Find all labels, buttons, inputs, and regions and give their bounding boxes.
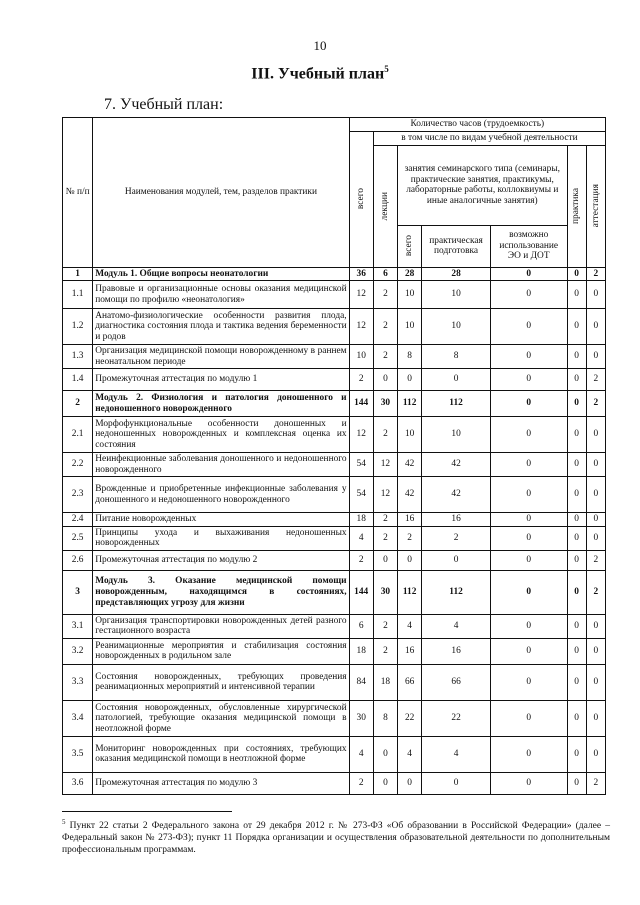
table-row [63, 281, 606, 309]
table-row [63, 369, 606, 391]
cell-prac: 42 [422, 453, 491, 477]
cell-total: 18 [349, 513, 373, 527]
cell-prac: 42 [422, 477, 491, 513]
cell-name: Неинфекционные заболевания доношенного и недоношенного новорожденного [93, 453, 349, 477]
cell-name: Реанимационные мероприятия и стабилизация состояния новорожденных в родильном зале [93, 638, 349, 664]
cell-prac: 10 [422, 417, 491, 453]
footnote [62, 818, 610, 857]
cell-att: 0 [586, 526, 605, 550]
cell-lec: 2 [373, 526, 397, 550]
cell-name: Питание новорожденных [93, 513, 349, 527]
cell-eo: 0 [490, 281, 567, 309]
header-seminar-total-text: всего [404, 235, 415, 257]
cell-sem: 0 [398, 772, 422, 794]
cell-no: 2.3 [63, 477, 93, 513]
cell-sem: 112 [398, 570, 422, 614]
table-row [63, 700, 606, 736]
cell-eo: 0 [490, 309, 567, 345]
header-by-type: в том числе по видам учебной деятельности [373, 131, 605, 145]
header-practice-text: практика [571, 188, 582, 225]
header-lectures [373, 145, 397, 267]
cell-lec: 2 [373, 614, 397, 638]
header-total-text: всего [355, 188, 366, 210]
cell-eo: 0 [490, 453, 567, 477]
table-row [63, 391, 606, 417]
header-attestation-text: аттестация [590, 184, 601, 228]
cell-total: 10 [349, 345, 373, 369]
cell-practice: 0 [567, 453, 586, 477]
cell-eo: 0 [490, 417, 567, 453]
cell-no: 1.1 [63, 281, 93, 309]
cell-total: 4 [349, 736, 373, 772]
plan-label: 7. Учебный план: [104, 96, 224, 113]
footnote-text: Пункт 22 статьи 2 Федерального закона от 29 декабря 2012 г. № 273-ФЗ «Об образовании в Российской Федерации» (далее – Федеральный закон № 273-ФЗ); пункт 11 Порядка организации и осуществления образовательной деятельности по дополнительным профессиональным программам. [62, 821, 610, 855]
header-lectures-text: лекции [380, 191, 391, 221]
cell-eo: 0 [490, 267, 567, 281]
cell-lec: 12 [373, 477, 397, 513]
cell-sem: 112 [398, 391, 422, 417]
table-row [63, 267, 606, 281]
cell-practice: 0 [567, 700, 586, 736]
cell-name: Мониторинг новорожденных при состояниях, требующих оказания медицинской помощи в неотложной форме [93, 736, 349, 772]
cell-att: 0 [586, 309, 605, 345]
cell-lec: 0 [373, 369, 397, 391]
header-name: Наименования модулей, тем, разделов практики [93, 118, 349, 268]
cell-lec: 0 [373, 772, 397, 794]
cell-prac: 10 [422, 281, 491, 309]
cell-eo: 0 [490, 477, 567, 513]
cell-eo: 0 [490, 614, 567, 638]
cell-no: 3 [63, 570, 93, 614]
table-header [63, 118, 606, 268]
cell-att: 2 [586, 550, 605, 570]
cell-total: 54 [349, 477, 373, 513]
cell-name: Врожденные и приобретенные инфекционные заболевания у доношенного и недоношенного новорожденного [93, 477, 349, 513]
cell-eo: 0 [490, 550, 567, 570]
cell-no: 3.6 [63, 772, 93, 794]
table-row [63, 526, 606, 550]
cell-no: 1.2 [63, 309, 93, 345]
cell-name: Организация медицинской помощи новорожденному в раннем неонатальном периоде [93, 345, 349, 369]
cell-eo: 0 [490, 513, 567, 527]
cell-sem: 66 [398, 664, 422, 700]
cell-prac: 112 [422, 570, 491, 614]
cell-lec: 0 [373, 736, 397, 772]
cell-name: Модуль 1. Общие вопросы неонатологии [93, 267, 349, 281]
cell-att: 0 [586, 664, 605, 700]
cell-eo: 0 [490, 526, 567, 550]
cell-prac: 112 [422, 391, 491, 417]
cell-att: 0 [586, 736, 605, 772]
cell-sem: 0 [398, 550, 422, 570]
cell-name: Организация транспортировки новорожденных детей разного гестационного возраста [93, 614, 349, 638]
cell-sem: 10 [398, 417, 422, 453]
table-row [63, 638, 606, 664]
cell-no: 3.2 [63, 638, 93, 664]
cell-sem: 0 [398, 369, 422, 391]
table-row [63, 513, 606, 527]
cell-lec: 6 [373, 267, 397, 281]
cell-sem: 4 [398, 736, 422, 772]
cell-prac: 8 [422, 345, 491, 369]
header-practice [567, 145, 586, 267]
cell-lec: 18 [373, 664, 397, 700]
header-attestation [586, 145, 605, 267]
cell-prac: 0 [422, 772, 491, 794]
cell-lec: 2 [373, 417, 397, 453]
cell-sem: 22 [398, 700, 422, 736]
cell-prac: 0 [422, 369, 491, 391]
header-practical-training: практическая подготовка [422, 225, 491, 267]
cell-name: Правовые и организационные основы оказания медицинской помощи по профилю «неонатология» [93, 281, 349, 309]
cell-att: 2 [586, 267, 605, 281]
cell-practice: 0 [567, 309, 586, 345]
cell-practice: 0 [567, 369, 586, 391]
cell-name: Модуль 2. Физиология и патология доношенного и недоношенного новорожденного [93, 391, 349, 417]
cell-sem: 28 [398, 267, 422, 281]
cell-sem: 10 [398, 309, 422, 345]
cell-no: 1.3 [63, 345, 93, 369]
cell-name: Состояния новорожденных, обусловленные хирургической патологией, требующие оказания медицинской помощи в неотложной форме [93, 700, 349, 736]
cell-att: 0 [586, 477, 605, 513]
cell-no: 2.5 [63, 526, 93, 550]
cell-att: 2 [586, 391, 605, 417]
section-title-text: III. Учебный план [251, 65, 385, 83]
table-row [63, 345, 606, 369]
cell-att: 0 [586, 638, 605, 664]
cell-lec: 2 [373, 309, 397, 345]
header-seminar: занятия семинарского типа (семинары, практические занятия, практикумы, лабораторные работы, коллоквиумы и иные аналогичные занятия) [398, 145, 568, 225]
table-row [63, 570, 606, 614]
cell-sem: 16 [398, 513, 422, 527]
table-row [63, 453, 606, 477]
table-row [63, 736, 606, 772]
cell-sem: 2 [398, 526, 422, 550]
cell-name: Анатомо-физиологические особенности развития плода, диагностика состояния плода и тактика ведения беременности и родов [93, 309, 349, 345]
cell-no: 2.1 [63, 417, 93, 453]
cell-eo: 0 [490, 700, 567, 736]
cell-practice: 0 [567, 638, 586, 664]
cell-prac: 16 [422, 638, 491, 664]
cell-eo: 0 [490, 736, 567, 772]
cell-total: 2 [349, 772, 373, 794]
cell-practice: 0 [567, 391, 586, 417]
table-row [63, 614, 606, 638]
table-row [63, 772, 606, 794]
table-row [63, 477, 606, 513]
cell-att: 0 [586, 417, 605, 453]
cell-sem: 4 [398, 614, 422, 638]
cell-name: Состояния новорожденных, требующих проведения реанимационных мероприятий и интенсивной терапии [93, 664, 349, 700]
cell-practice: 0 [567, 772, 586, 794]
cell-total: 54 [349, 453, 373, 477]
cell-eo: 0 [490, 664, 567, 700]
cell-total: 2 [349, 550, 373, 570]
cell-att: 2 [586, 570, 605, 614]
cell-total: 12 [349, 281, 373, 309]
cell-practice: 0 [567, 345, 586, 369]
cell-eo: 0 [490, 369, 567, 391]
cell-practice: 0 [567, 477, 586, 513]
cell-att: 2 [586, 369, 605, 391]
cell-lec: 2 [373, 345, 397, 369]
cell-total: 2 [349, 369, 373, 391]
cell-name: Промежуточная аттестация по модулю 2 [93, 550, 349, 570]
cell-name: Модуль 3. Оказание медицинской помощи новорожденным, находящимся в состояниях, представляющих угрозу для жизни [93, 570, 349, 614]
cell-eo: 0 [490, 391, 567, 417]
header-eo-dot: возможно использование ЭО и ДОТ [490, 225, 567, 267]
cell-prac: 22 [422, 700, 491, 736]
table-row [63, 309, 606, 345]
cell-practice: 0 [567, 664, 586, 700]
cell-practice: 0 [567, 570, 586, 614]
cell-sem: 42 [398, 477, 422, 513]
cell-eo: 0 [490, 345, 567, 369]
cell-no: 3.5 [63, 736, 93, 772]
section-footnote-mark: 5 [384, 64, 389, 74]
cell-att: 0 [586, 513, 605, 527]
header-hours: Количество часов (трудоемкость) [349, 118, 605, 132]
cell-att: 0 [586, 281, 605, 309]
cell-lec: 30 [373, 570, 397, 614]
cell-practice: 0 [567, 267, 586, 281]
cell-practice: 0 [567, 417, 586, 453]
cell-prac: 2 [422, 526, 491, 550]
cell-total: 4 [349, 526, 373, 550]
cell-lec: 2 [373, 281, 397, 309]
cell-total: 18 [349, 638, 373, 664]
cell-total: 144 [349, 570, 373, 614]
cell-lec: 8 [373, 700, 397, 736]
cell-no: 3.1 [63, 614, 93, 638]
cell-prac: 4 [422, 614, 491, 638]
cell-no: 1 [63, 267, 93, 281]
table-row [63, 664, 606, 700]
cell-total: 12 [349, 417, 373, 453]
cell-lec: 2 [373, 638, 397, 664]
cell-sem: 8 [398, 345, 422, 369]
table-row [63, 417, 606, 453]
cell-no: 2 [63, 391, 93, 417]
cell-sem: 16 [398, 638, 422, 664]
cell-prac: 16 [422, 513, 491, 527]
cell-name: Принципы ухода и выхаживания недоношенных новорожденных [93, 526, 349, 550]
table-row [63, 550, 606, 570]
cell-eo: 0 [490, 772, 567, 794]
cell-no: 2.6 [63, 550, 93, 570]
section-title [0, 64, 640, 83]
cell-att: 0 [586, 614, 605, 638]
cell-eo: 0 [490, 638, 567, 664]
cell-total: 144 [349, 391, 373, 417]
page-number: 10 [313, 38, 327, 53]
cell-lec: 12 [373, 453, 397, 477]
cell-no: 3.3 [63, 664, 93, 700]
cell-total: 30 [349, 700, 373, 736]
table-body [63, 267, 606, 794]
cell-no: 2.4 [63, 513, 93, 527]
cell-name: Промежуточная аттестация по модулю 1 [93, 369, 349, 391]
cell-practice: 0 [567, 526, 586, 550]
cell-eo: 0 [490, 570, 567, 614]
cell-practice: 0 [567, 614, 586, 638]
cell-sem: 10 [398, 281, 422, 309]
cell-no: 2.2 [63, 453, 93, 477]
header-seminar-total [398, 225, 422, 267]
cell-prac: 66 [422, 664, 491, 700]
cell-total: 12 [349, 309, 373, 345]
cell-lec: 30 [373, 391, 397, 417]
cell-prac: 0 [422, 550, 491, 570]
cell-practice: 0 [567, 550, 586, 570]
cell-no: 3.4 [63, 700, 93, 736]
cell-no: 1.4 [63, 369, 93, 391]
cell-total: 6 [349, 614, 373, 638]
cell-att: 0 [586, 453, 605, 477]
cell-practice: 0 [567, 281, 586, 309]
cell-lec: 0 [373, 550, 397, 570]
cell-att: 0 [586, 700, 605, 736]
cell-total: 36 [349, 267, 373, 281]
cell-name: Промежуточная аттестация по модулю 3 [93, 772, 349, 794]
cell-sem: 42 [398, 453, 422, 477]
cell-practice: 0 [567, 736, 586, 772]
cell-lec: 2 [373, 513, 397, 527]
footnote-mark: 5 [62, 818, 66, 826]
cell-practice: 0 [567, 513, 586, 527]
cell-total: 84 [349, 664, 373, 700]
header-no: № п/п [63, 118, 93, 268]
curriculum-table [62, 117, 606, 795]
cell-prac: 28 [422, 267, 491, 281]
cell-prac: 4 [422, 736, 491, 772]
cell-att: 0 [586, 345, 605, 369]
cell-prac: 10 [422, 309, 491, 345]
cell-name: Морфофункциональные особенности доношенных и недоношенных новорожденных и комплексная оценка их состояния [93, 417, 349, 453]
cell-att: 2 [586, 772, 605, 794]
header-total [349, 131, 373, 267]
footnote-divider [62, 811, 232, 812]
